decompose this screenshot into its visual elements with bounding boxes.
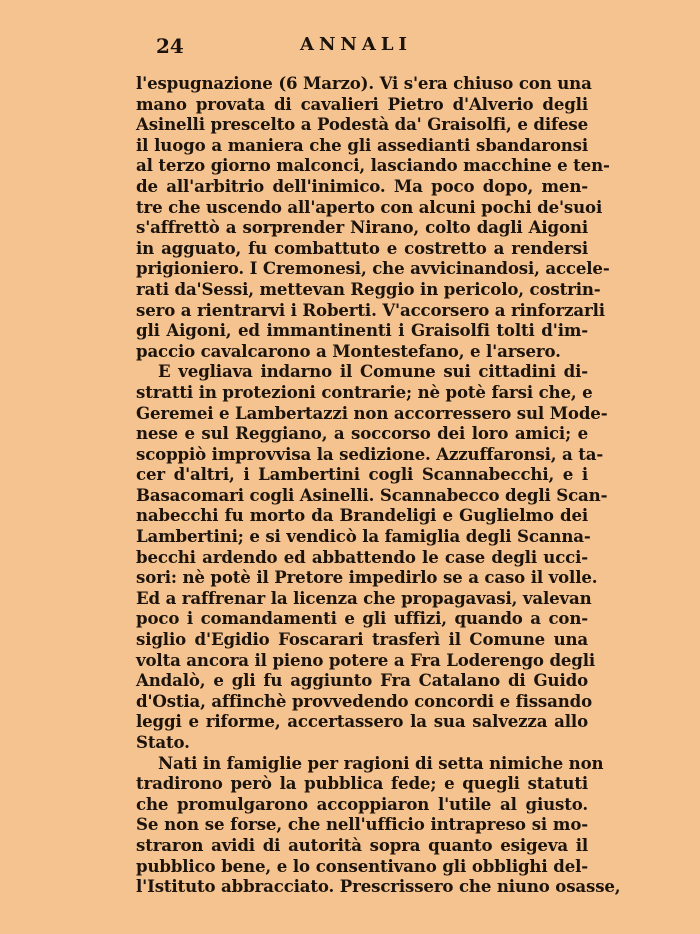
- text-line: sero a rientrarvi i Roberti. V'accorsero a rinforzarli: [136, 299, 605, 320]
- text-line: Geremei e Lambertazzi non accorressero sul Mode-: [136, 402, 608, 423]
- text-line: Lambertini; e si vendicò la famiglia degli Scanna-: [136, 526, 591, 547]
- text-line: Asinelli prescelto a Podestà da' Graisolfi, e difese: [136, 114, 588, 135]
- text-line: straron avidi di autorità sopra quanto esigeva il: [136, 834, 588, 855]
- text-line: tradirono però la pubblica fede; e quegli statuti: [136, 773, 588, 794]
- text-line: in agguato, fu combattuto e costretto a rendersi: [136, 237, 588, 258]
- text-line: gli Aigoni, ed immantinenti i Graisolfi tolti d'im-: [136, 320, 588, 341]
- text-line: Se non se forse, che nell'ufficio intrapreso si mo-: [136, 814, 588, 835]
- text-line: poco i comandamenti e gli uffizi, quando a con-: [136, 608, 588, 629]
- text-line: cer d'altri, i Lambertini cogli Scannabecchi, e i: [136, 464, 588, 485]
- text-line: nese e sul Reggiano, a soccorso dei loro amici; e: [136, 423, 588, 444]
- text-line: l'espugnazione (6 Marzo). Vi s'era chiuso con una: [136, 73, 592, 93]
- text-line: d'Ostia, affinchè provvedendo concordi e fissando: [136, 690, 593, 711]
- text-line: che promulgarono accoppiaron l'utile al giusto.: [136, 793, 588, 814]
- text-line: rati da'Sessi, mettevan Reggio in pericolo, costrin-: [136, 278, 601, 299]
- text-line: prigioniero. I Cremonesi, che avvicinandosi, accele-: [136, 258, 610, 279]
- page-number: 24: [156, 34, 184, 58]
- text-line: leggi e riforme, accertassero la sua salvezza allo: [136, 711, 588, 732]
- text-line: siglio d'Egidio Foscarari trasferì il Comune una: [136, 629, 588, 650]
- text-line: Nati in famiglie per ragioni di setta nimiche non: [158, 752, 604, 773]
- text-line: s'affrettò a sorprender Nirano, colto dagli Aigoni: [136, 217, 588, 238]
- text-line: de all'arbitrio dell'inimico. Ma poco dopo, men-: [136, 175, 588, 196]
- text-line: al terzo giorno malconci, lasciando macchine e ten-: [136, 155, 610, 176]
- running-title: ANNALI: [300, 34, 412, 55]
- text-line: E vegliava indarno il Comune sui cittadini di-: [158, 361, 588, 382]
- text-line: stratti in protezioni contrarie; nè potè farsi che, e: [136, 381, 593, 402]
- text-line: scoppiò improvvisa la sedizione. Azzuffaronsi, a ta-: [136, 443, 604, 464]
- text-line: Stato.: [136, 732, 190, 752]
- text-line: becchi ardendo ed abbattendo le case degli ucci-: [136, 546, 588, 567]
- text-line: Basacomari cogli Asinelli. Scannabecco degli Scan-: [136, 484, 608, 505]
- text-line: il luogo a maniera che gli assedianti sbandaronsi: [136, 134, 588, 155]
- text-line: Andalò, e gli fu aggiunto Fra Catalano di Guido: [136, 670, 588, 691]
- text-line: sori: nè potè il Pretore impedirlo se a caso il volle.: [136, 567, 598, 588]
- text-line: paccio cavalcarono a Montestefano, e l'arsero.: [136, 340, 561, 361]
- text-line: volta ancora il pieno potere a Fra Loderengo degli: [136, 649, 596, 670]
- text-line: l'Istituto abbracciato. Prescrissero che niuno osasse,: [136, 876, 621, 897]
- text-line: tre che uscendo all'aperto con alcuni pochi de'suoi: [136, 196, 603, 217]
- text-line: Ed a raffrenar la licenza che propagavasi, valevan: [136, 587, 592, 608]
- text-line: nabecchi fu morto da Brandeligi e Guglielmo dei: [136, 505, 588, 526]
- text-line: pubblico bene, e lo consentivano gli obblighi del-: [136, 855, 588, 876]
- text-line: mano provata di cavalieri Pietro d'Alverio degli: [136, 93, 588, 114]
- body-text: [136, 73, 621, 897]
